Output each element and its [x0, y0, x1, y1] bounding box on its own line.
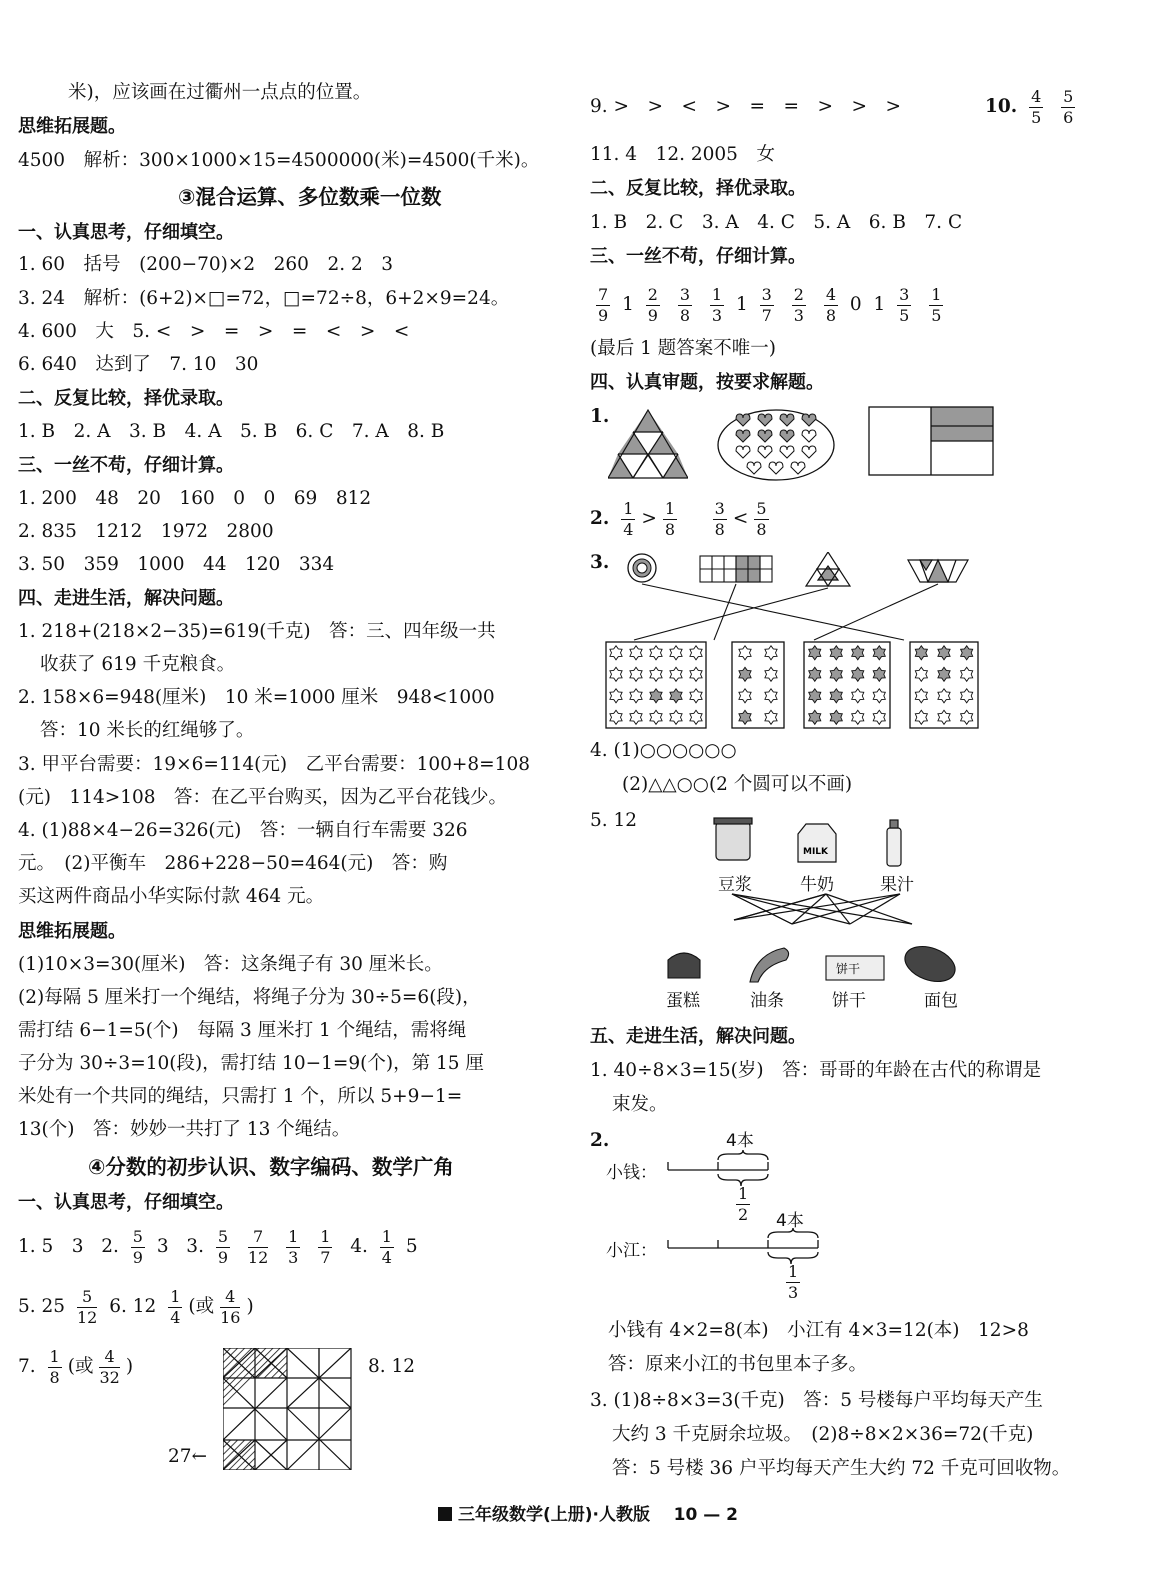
star-icon: [830, 646, 842, 660]
answer-text: >: [641, 508, 657, 529]
star-icon: [852, 667, 864, 681]
heart-icon: [780, 414, 794, 426]
star-icon: [809, 646, 821, 660]
hearts-oval-figure: [716, 408, 836, 482]
answer-text: 0: [849, 294, 862, 315]
heading: 一、认真思考，仔细填空。: [18, 1192, 234, 1213]
answer-line: (1)10×3=30(厘米) 答：这条绳子有 30 厘米长。: [18, 954, 443, 975]
answer-text: 4.: [350, 1236, 368, 1257]
answer-line: 1. 218+(218×2−35)=619(千克) 答：三、四年级一共: [18, 621, 496, 642]
answer-line: 3. 甲平台需要：19×6=114(元) 乙平台需要：100+8=108: [18, 754, 530, 775]
heart-icon: [769, 462, 783, 474]
fraction: $\frac{5}{12}$: [76, 1286, 98, 1327]
heart-icon: [802, 446, 816, 458]
heading: 四、认真审题，按要求解题。: [590, 372, 824, 393]
text-line: 米)，应该画在过衢州一点点的位置。: [68, 82, 372, 103]
heading: 二、反复比较，择优录取。: [18, 388, 234, 409]
answer-text: 1. 5 3: [18, 1236, 84, 1257]
matching-figure: [604, 552, 984, 732]
answer-text: 1: [735, 294, 748, 315]
answer-line: 3. 24 解析：(6+2)×□=72，□=72÷8，6+2×9=24。: [18, 288, 510, 309]
answer-line: 答：10 米长的红绳够了。: [40, 720, 255, 741]
fraction-answer-row: [18, 1222, 418, 1272]
drink-label: 牛奶: [800, 875, 834, 895]
star-icon: [961, 710, 973, 724]
star-icon: [873, 710, 885, 724]
note: (最后 1 题答案不唯一): [590, 338, 776, 359]
row-label: 小钱：: [606, 1163, 657, 1183]
answer-line: 答：原来小江的书包里本子多。: [608, 1354, 868, 1375]
fraction-answer-row: [18, 1342, 133, 1392]
answer-line: 11. 4 12. 2005 女: [590, 144, 775, 165]
star-icon: [830, 689, 842, 703]
star-icon: [830, 667, 842, 681]
star-icon: [852, 689, 864, 703]
answer-line: 2. 158×6=948(厘米) 10 米=1000 厘米 948<1000: [18, 687, 495, 708]
milk-label: MILK: [803, 847, 829, 857]
answer-text: 7.: [18, 1356, 36, 1377]
fraction: $\frac{3}{8}$: [714, 498, 725, 539]
food-label: 面包: [924, 991, 958, 1011]
star-icon: [938, 689, 950, 703]
star-icon: [690, 646, 702, 660]
answer-line: 子分为 30÷3=10(段)，需打结 10−1=9(个)，第 15 厘: [18, 1053, 484, 1074]
answer-text: 3.: [186, 1236, 204, 1257]
fraction-answer-row: [590, 280, 949, 330]
star-icon: [670, 710, 682, 724]
answer-line: 9. > > < > = = > > >: [590, 96, 902, 117]
answer-line: (2)△△○○(2 个圆可以不画): [622, 774, 853, 795]
star-icon: [809, 689, 821, 703]
answer-line: 4. (1)88×4−26=326(元) 答：一辆自行车需要 326: [18, 820, 468, 841]
star-icon: [610, 710, 622, 724]
star-icon: [765, 646, 777, 660]
heart-icon: [747, 462, 761, 474]
star-icon: [650, 710, 662, 724]
rectangle-fraction-figure: [868, 406, 994, 476]
row-label: 小江：: [606, 1241, 657, 1261]
star-icon: [961, 667, 973, 681]
answer-line: 1. B 2. C 3. A 4. C 5. A 6. B 7. C: [590, 212, 963, 233]
page-footer: [0, 1500, 1176, 1525]
answer-line: 需打结 6−1=5(个) 每隔 3 厘米打 1 个绳结，需将绳: [18, 1020, 467, 1041]
footer-book-title: 三年级数学(上册)·人教版: [457, 1505, 650, 1525]
fraction: $\frac{3}{8}$: [679, 284, 691, 325]
answer-line: 13(个) 答：妙妙一共打了 13 个绳结。: [18, 1119, 351, 1140]
fraction: $\frac{4}{16}$: [220, 1286, 241, 1327]
page-number: 10 — 2: [673, 1505, 738, 1525]
star-icon: [915, 646, 927, 660]
star-icon: [765, 689, 777, 703]
answer-text: <: [732, 508, 749, 529]
answer-line: (2)每隔 5 厘米打一个绳结，将绳子分为 30÷5=6(段)，: [18, 987, 481, 1008]
heart-icon: [736, 430, 750, 442]
star-icon: [650, 667, 662, 681]
fraction: $\frac{5}{8}$: [756, 498, 767, 539]
star-icon: [809, 710, 821, 724]
star-icon: [670, 646, 682, 660]
food-images: [660, 942, 970, 986]
fraction: $\frac{4}{32}$: [99, 1346, 120, 1387]
fraction: $\frac{1}{3}$: [288, 1226, 299, 1267]
food-label: 饼干: [832, 991, 866, 1011]
heading: 二、反复比较，择优录取。: [590, 178, 806, 199]
star-icon: [938, 667, 950, 681]
answer-text: (或: [67, 1356, 94, 1377]
answer-line: 元。 (2)平衡车 286+228−50=464(元) 答：购: [18, 853, 448, 874]
heart-icon: [791, 462, 805, 474]
heading: 一、认真思考，仔细填空。: [18, 222, 234, 243]
fraction: $\frac{1}{7}$: [320, 1226, 331, 1267]
fraction: $\frac{7}{12}$: [247, 1226, 269, 1267]
food-label: 蛋糕: [666, 991, 700, 1011]
answer-text: 5: [405, 1236, 418, 1257]
section-title: ④分数的初步认识、数字编码、数学广角: [88, 1155, 454, 1179]
fraction: $\frac{2}{9}$: [647, 284, 658, 325]
drink-label: 豆浆: [718, 875, 752, 895]
heading: 五、走进生活，解决问题。: [590, 1026, 806, 1047]
heart-icon: [780, 430, 794, 442]
shaded-grid-figure: [223, 1348, 353, 1470]
fraction: $\frac{4}{5}$: [1031, 86, 1042, 127]
answer-text: 2.: [590, 508, 610, 529]
answer-text: 1: [873, 294, 886, 315]
answer-line: 小钱有 4×2=8(本) 小江有 4×3=12(本) 12>8: [608, 1320, 1029, 1341]
fraction: $\frac{1}{4}$: [381, 1226, 392, 1267]
answer-text: ): [125, 1356, 134, 1377]
answer-line: 6. 640 达到了 7. 10 30: [18, 354, 259, 375]
answer-text: 6. 12: [109, 1296, 157, 1317]
answer-text: 3: [156, 1236, 169, 1257]
star-icon: [690, 667, 702, 681]
star-icon: [873, 689, 885, 703]
answer-line: 3. 50 359 1000 44 120 334: [18, 554, 335, 575]
heart-icon: [736, 414, 750, 426]
fraction: $\frac{3}{5}$: [899, 284, 910, 325]
fraction: $\frac{1}{5}$: [931, 284, 942, 325]
fraction: $\frac{2}{3}$: [793, 284, 804, 325]
drink-label: 果汁: [880, 875, 914, 895]
cracker-box-label: 饼干: [836, 962, 861, 976]
answer-line: 1. 60 括号 (200−70)×2 260 2. 2 3: [18, 254, 394, 275]
heart-icon: [736, 446, 750, 458]
star-icon: [938, 710, 950, 724]
star-icon: [739, 667, 751, 681]
answer-text: (或: [188, 1296, 215, 1317]
xiaojiang-line: [666, 1228, 836, 1288]
fraction: $\frac{1}{4}$: [170, 1286, 181, 1327]
fraction: $\frac{1}{3}$: [788, 1261, 799, 1302]
answer-line: 4. (1)○○○○○○: [590, 740, 737, 761]
star-icon: [961, 689, 973, 703]
heading: 四、走进生活，解决问题。: [18, 588, 234, 609]
answer-line: 买这两件商品小华实际付款 464 元。: [18, 886, 325, 907]
star-icon: [873, 646, 885, 660]
star-icon: [630, 667, 642, 681]
star-icon: [610, 689, 622, 703]
star-icon: [938, 646, 950, 660]
fraction: $\frac{1}{4}$: [623, 498, 634, 539]
fraction-label: [730, 1184, 756, 1224]
answer-line: 1. 200 48 20 160 0 0 69 812: [18, 488, 372, 509]
answer-line: 1. B 2. A 3. B 4. A 5. B 6. C 7. A 8. B: [18, 421, 445, 442]
star-icon: [650, 689, 662, 703]
star-icon: [852, 710, 864, 724]
star-icon: [852, 646, 864, 660]
answer-line: 米处有一个共同的绳结，只需打 1 个，所以 5+9−1=: [18, 1086, 463, 1107]
star-icon: [873, 667, 885, 681]
star-icon: [915, 710, 927, 724]
star-icon: [610, 667, 622, 681]
heading: 思维拓展题。: [18, 921, 126, 942]
star-icon: [915, 667, 927, 681]
answer-line: 答：5 号楼 36 户平均每天产生大约 72 千克可回收物。: [612, 1458, 1071, 1479]
star-icon: [961, 646, 973, 660]
star-icon: [739, 710, 751, 724]
footer-square-icon: [438, 1507, 452, 1521]
star-icon: [690, 689, 702, 703]
star-icon: [915, 689, 927, 703]
star-icon: [670, 689, 682, 703]
answer-text: 8. 12: [368, 1356, 416, 1377]
answer-text: 10.: [985, 96, 1018, 117]
star-icon: [739, 646, 751, 660]
answer-line: 2. 835 1212 1972 2800: [18, 521, 274, 542]
star-icon: [670, 667, 682, 681]
text-line: 4500 解析：300×1000×15=4500000(米)=4500(千米)。: [18, 150, 540, 171]
star-icon: [630, 710, 642, 724]
answer-line: 1. 40÷8×3=15(岁) 答：哥哥的年龄在古代的称谓是: [590, 1060, 1042, 1081]
star-icon: [809, 667, 821, 681]
heading: 思维拓展题。: [18, 116, 126, 137]
fraction-answer-row: [18, 1282, 254, 1332]
answer-line: 大约 3 千克厨余垃圾。 (2)8÷8×2×36=72(千克): [612, 1424, 1034, 1445]
fraction: $\frac{1}{8}$: [49, 1346, 60, 1387]
star-icon: [690, 710, 702, 724]
fraction-answer-row: [590, 494, 775, 544]
fraction: $\frac{4}{8}$: [825, 284, 836, 325]
fraction: $\frac{1}{2}$: [738, 1183, 749, 1224]
answer-text: 5. 25: [18, 1296, 66, 1317]
fraction-answer-row: [985, 82, 1081, 132]
answer-line: 收获了 619 千克粮食。: [40, 654, 236, 675]
heart-icon: [758, 446, 772, 458]
heart-icon: [758, 414, 772, 426]
fraction: $\frac{1}{8}$: [664, 498, 676, 539]
fraction-label: [780, 1262, 806, 1302]
star-icon: [739, 689, 751, 703]
answer-line: 束发。: [612, 1094, 668, 1115]
arrow-label: 27←: [168, 1446, 208, 1467]
answer-line: 3. (1)8÷8×3=3(千克) 答：5 号楼每户平均每天产生: [590, 1390, 1043, 1411]
fraction: $\frac{5}{9}$: [132, 1226, 143, 1267]
answer-line: 4. 600 大 5. < > = > = < > <: [18, 321, 410, 342]
heading: 三、一丝不苟，仔细计算。: [590, 246, 806, 267]
answer-text: 3.: [590, 552, 610, 573]
answer-text: ): [246, 1296, 254, 1317]
answer-line: (元) 114>108 答：在乙平台购买，因为乙平台花钱少。: [18, 787, 508, 808]
star-icon: [765, 667, 777, 681]
heading: 三、一丝不苟，仔细计算。: [18, 455, 234, 476]
brace-label: 4本: [726, 1131, 754, 1151]
triangle-figure: [608, 408, 688, 480]
fraction: $\frac{3}{7}$: [761, 284, 772, 325]
answer-line: 5. 12: [590, 810, 638, 831]
fraction: $\frac{1}{3}$: [711, 284, 723, 325]
star-icon: [650, 646, 662, 660]
brace-label: 4本: [776, 1211, 804, 1231]
heart-icon: [780, 446, 794, 458]
heart-icon: [802, 414, 816, 426]
star-icon: [830, 710, 842, 724]
answer-text: 2.: [101, 1236, 119, 1257]
section-title: ③混合运算、多位数乘一位数: [178, 185, 442, 209]
fraction: $\frac{5}{9}$: [217, 1226, 229, 1267]
fraction: $\frac{7}{9}$: [598, 284, 609, 325]
heart-icon: [758, 430, 772, 442]
star-icon: [630, 646, 642, 660]
star-icon: [630, 689, 642, 703]
star-icon: [765, 710, 777, 724]
answer-text: 2.: [590, 1130, 610, 1151]
answer-text: 1.: [590, 406, 610, 427]
heart-icon: [802, 430, 816, 442]
answer-text: 1: [622, 294, 634, 315]
star-icon: [610, 646, 622, 660]
food-label: 油条: [750, 991, 784, 1011]
fraction: $\frac{5}{6}$: [1063, 86, 1074, 127]
